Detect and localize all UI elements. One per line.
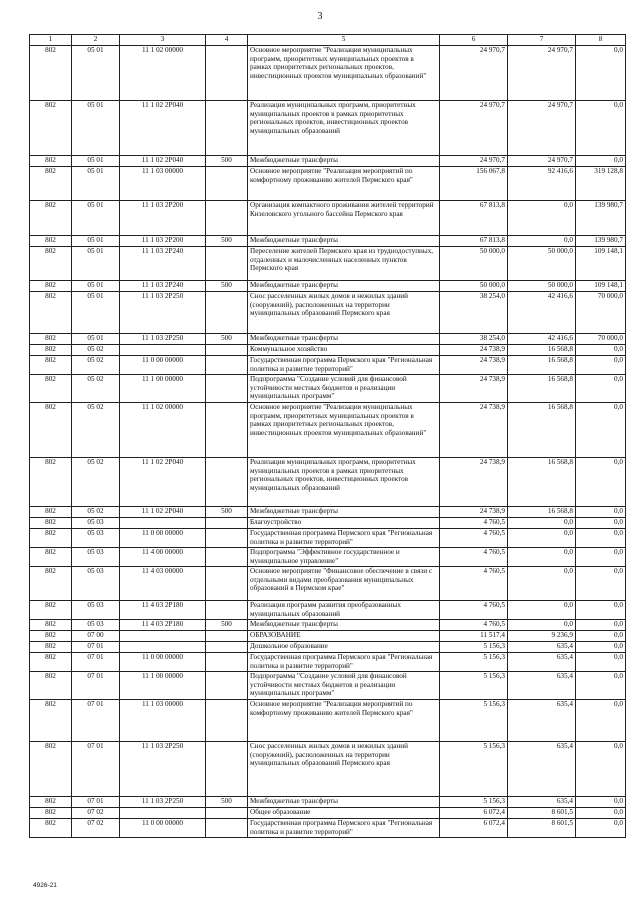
amount-col7-cell: 16 568,8: [508, 458, 576, 507]
section-code-cell: 05 01: [72, 46, 120, 101]
amount-col8-cell: 0,0: [576, 403, 626, 458]
amount-col8-cell: 0,0: [576, 529, 626, 548]
description-cell: Межбюджетные трансферты: [248, 334, 440, 345]
description-cell: Государственная программа Пермского края "Региональная политика и развитие территорий": [248, 819, 440, 838]
target-article-cell: 11 1 03 2P250: [120, 797, 206, 808]
target-article-cell: 11 4 03 00000: [120, 567, 206, 601]
amount-col6-cell: 38 254,0: [440, 334, 508, 345]
target-article-cell: 11 1 03 2P250: [120, 742, 206, 797]
column-number: 2: [72, 35, 120, 46]
section-code-cell: 05 01: [72, 247, 120, 281]
department-code-cell: 802: [30, 808, 72, 819]
amount-col7-cell: 635,4: [508, 642, 576, 653]
table-row: [30, 167, 626, 201]
page-number: 3: [317, 11, 323, 22]
section-code-cell: 05 01: [72, 156, 120, 167]
target-article-cell: 11 1 03 00000: [120, 167, 206, 201]
amount-col6-cell: 24 738,9: [440, 345, 508, 356]
amount-col7-cell: 24 970,7: [508, 156, 576, 167]
amount-col8-cell: 0,0: [576, 672, 626, 700]
amount-col7-cell: 0,0: [508, 601, 576, 620]
amount-col6-cell: 156 067,8: [440, 167, 508, 201]
section-code-cell: 07 01: [72, 742, 120, 797]
table-row: [30, 548, 626, 567]
amount-col7-cell: 50 000,0: [508, 281, 576, 292]
amount-col6-cell: 5 156,3: [440, 642, 508, 653]
description-cell: Основное мероприятие "Финансовое обеспечение в связи с отдельными видами преобразования муниципальных образований в Пермском крае": [248, 567, 440, 601]
expense-type-cell: 500: [206, 620, 248, 631]
description-cell: Межбюджетные трансферты: [248, 281, 440, 292]
amount-col8-cell: 0,0: [576, 642, 626, 653]
target-article-cell: 11 1 03 2P200: [120, 201, 206, 236]
description-cell: Снос расселенных жилых домов и нежилых зданий (сооружений), расположенных на территории муниципальных образований Пермского края: [248, 292, 440, 334]
amount-col6-cell: 50 000,0: [440, 247, 508, 281]
column-number: 1: [30, 35, 72, 46]
description-cell: Благоустройство: [248, 518, 440, 529]
department-code-cell: 802: [30, 672, 72, 700]
amount-col7-cell: 635,4: [508, 797, 576, 808]
expense-type-cell: [206, 672, 248, 700]
table-row: [30, 631, 626, 642]
expense-type-cell: [206, 518, 248, 529]
description-cell: Государственная программа Пермского края "Региональная политика и развитие территорий": [248, 529, 440, 548]
department-code-cell: 802: [30, 375, 72, 403]
amount-col7-cell: 8 601,5: [508, 808, 576, 819]
amount-col7-cell: 42 416,6: [508, 292, 576, 334]
amount-col7-cell: 9 236,9: [508, 631, 576, 642]
department-code-cell: 802: [30, 819, 72, 838]
description-cell: Подпрограмма "Создание условий для финансовой устойчивости местных бюджетов и реализации муниципальных программ": [248, 375, 440, 403]
column-number: 5: [248, 35, 440, 46]
column-number: 8: [576, 35, 626, 46]
amount-col7-cell: 635,4: [508, 653, 576, 672]
department-code-cell: 802: [30, 631, 72, 642]
table-row: [30, 700, 626, 742]
table-row: [30, 375, 626, 403]
section-code-cell: 05 02: [72, 375, 120, 403]
amount-col6-cell: 24 738,9: [440, 403, 508, 458]
amount-col8-cell: 109 148,1: [576, 247, 626, 281]
table-row: [30, 201, 626, 236]
amount-col6-cell: 11 517,4: [440, 631, 508, 642]
section-code-cell: 05 02: [72, 403, 120, 458]
department-code-cell: 802: [30, 281, 72, 292]
expense-type-cell: [206, 345, 248, 356]
amount-col6-cell: 6 072,4: [440, 808, 508, 819]
department-code-cell: 802: [30, 529, 72, 548]
amount-col8-cell: 0,0: [576, 631, 626, 642]
department-code-cell: 802: [30, 620, 72, 631]
expense-type-cell: [206, 201, 248, 236]
target-article-cell: 11 1 02 2P040: [120, 101, 206, 156]
amount-col7-cell: 635,4: [508, 672, 576, 700]
description-cell: Реализация муниципальных программ, приоритетных муниципальных проектов в рамках приоритетных региональных проектов, инвестиционных проектов муниципальных образований: [248, 458, 440, 507]
department-code-cell: 802: [30, 653, 72, 672]
expense-type-cell: [206, 101, 248, 156]
target-article-cell: 11 0 00 00000: [120, 356, 206, 375]
expense-type-cell: 500: [206, 236, 248, 247]
description-cell: Реализация программ развития преобразованных муниципальных образований: [248, 601, 440, 620]
section-code-cell: 07 02: [72, 808, 120, 819]
amount-col7-cell: 50 000,0: [508, 247, 576, 281]
target-article-cell: 11 1 03 2P250: [120, 334, 206, 345]
target-article-cell: [120, 642, 206, 653]
amount-col7-cell: 0,0: [508, 201, 576, 236]
column-number: 3: [120, 35, 206, 46]
section-code-cell: 05 03: [72, 601, 120, 620]
expense-type-cell: [206, 458, 248, 507]
amount-col6-cell: 4 760,5: [440, 620, 508, 631]
amount-col6-cell: 4 760,5: [440, 529, 508, 548]
amount-col8-cell: 109 148,1: [576, 281, 626, 292]
amount-col8-cell: 0,0: [576, 46, 626, 101]
table-row: [30, 601, 626, 620]
expense-type-cell: [206, 808, 248, 819]
table-row: [30, 458, 626, 507]
department-code-cell: 802: [30, 518, 72, 529]
target-article-cell: 11 1 02 2P040: [120, 458, 206, 507]
amount-col7-cell: 24 970,7: [508, 101, 576, 156]
expense-type-cell: [206, 292, 248, 334]
department-code-cell: 802: [30, 458, 72, 507]
expense-type-cell: [206, 819, 248, 838]
target-article-cell: 11 1 02 00000: [120, 403, 206, 458]
table-row: [30, 334, 626, 345]
department-code-cell: 802: [30, 345, 72, 356]
amount-col6-cell: 67 813,8: [440, 236, 508, 247]
target-article-cell: 11 1 03 2P250: [120, 292, 206, 334]
table-row: [30, 345, 626, 356]
amount-col6-cell: 4 760,5: [440, 601, 508, 620]
description-cell: Основное мероприятие "Реализация мероприятий по комфортному проживанию жителей Пермского края": [248, 700, 440, 742]
amount-col7-cell: 92 416,6: [508, 167, 576, 201]
amount-col7-cell: 16 568,8: [508, 507, 576, 518]
description-cell: Подпрограмма "Создание условий для финансовой устойчивости местных бюджетов и реализации муниципальных программ": [248, 672, 440, 700]
department-code-cell: 802: [30, 46, 72, 101]
section-code-cell: 07 01: [72, 797, 120, 808]
department-code-cell: 802: [30, 567, 72, 601]
description-cell: Государственная программа Пермского края "Региональная политика и развитие территорий": [248, 356, 440, 375]
amount-col8-cell: 0,0: [576, 375, 626, 403]
section-code-cell: 07 01: [72, 653, 120, 672]
expense-type-cell: [206, 403, 248, 458]
table-row: [30, 529, 626, 548]
amount-col6-cell: 5 156,3: [440, 700, 508, 742]
description-cell: Межбюджетные трансферты: [248, 620, 440, 631]
amount-col6-cell: 5 156,3: [440, 653, 508, 672]
amount-col6-cell: 67 813,8: [440, 201, 508, 236]
department-code-cell: 802: [30, 247, 72, 281]
expense-type-cell: 500: [206, 334, 248, 345]
expense-type-cell: [206, 567, 248, 601]
expense-type-cell: 500: [206, 156, 248, 167]
description-cell: Межбюджетные трансферты: [248, 156, 440, 167]
target-article-cell: 11 1 02 00000: [120, 46, 206, 101]
target-article-cell: 11 1 03 2P240: [120, 247, 206, 281]
expense-type-cell: [206, 247, 248, 281]
target-article-cell: 11 1 03 2P240: [120, 281, 206, 292]
footer-code: 4926-21: [33, 882, 57, 889]
target-article-cell: 11 1 02 2P040: [120, 156, 206, 167]
amount-col7-cell: 8 601,5: [508, 819, 576, 838]
department-code-cell: 802: [30, 356, 72, 375]
section-code-cell: 05 02: [72, 345, 120, 356]
target-article-cell: [120, 808, 206, 819]
section-code-cell: 05 02: [72, 356, 120, 375]
amount-col8-cell: 0,0: [576, 345, 626, 356]
expense-type-cell: [206, 642, 248, 653]
column-number: 4: [206, 35, 248, 46]
expense-type-cell: 500: [206, 797, 248, 808]
department-code-cell: 802: [30, 167, 72, 201]
amount-col7-cell: 42 416,6: [508, 334, 576, 345]
target-article-cell: 11 1 03 00000: [120, 700, 206, 742]
expense-type-cell: 500: [206, 507, 248, 518]
amount-col8-cell: 0,0: [576, 797, 626, 808]
section-code-cell: 05 03: [72, 548, 120, 567]
section-code-cell: 05 01: [72, 101, 120, 156]
table-row: [30, 356, 626, 375]
amount-col8-cell: 0,0: [576, 819, 626, 838]
department-code-cell: 802: [30, 797, 72, 808]
department-code-cell: 802: [30, 507, 72, 518]
section-code-cell: 05 01: [72, 236, 120, 247]
amount-col8-cell: 0,0: [576, 101, 626, 156]
table-row: [30, 819, 626, 838]
section-code-cell: 07 01: [72, 642, 120, 653]
description-cell: Снос расселенных жилых домов и нежилых зданий (сооружений), расположенных на территории муниципальных образований Пермского края: [248, 742, 440, 797]
amount-col7-cell: 0,0: [508, 548, 576, 567]
department-code-cell: 802: [30, 201, 72, 236]
section-code-cell: 05 01: [72, 281, 120, 292]
target-article-cell: 11 1 00 00000: [120, 375, 206, 403]
amount-col8-cell: 0,0: [576, 548, 626, 567]
table-row: [30, 507, 626, 518]
amount-col6-cell: 6 072,4: [440, 819, 508, 838]
table-row: [30, 292, 626, 334]
table-row: [30, 653, 626, 672]
amount-col8-cell: 0,0: [576, 567, 626, 601]
table-row: [30, 808, 626, 819]
column-number: 7: [508, 35, 576, 46]
table-row: [30, 281, 626, 292]
target-article-cell: 11 1 00 00000: [120, 672, 206, 700]
department-code-cell: 802: [30, 403, 72, 458]
amount-col8-cell: 0,0: [576, 808, 626, 819]
amount-col6-cell: 4 760,5: [440, 548, 508, 567]
section-code-cell: 05 02: [72, 458, 120, 507]
department-code-cell: 802: [30, 236, 72, 247]
expense-type-cell: [206, 700, 248, 742]
section-code-cell: 05 03: [72, 529, 120, 548]
department-code-cell: 802: [30, 548, 72, 567]
description-cell: Основное мероприятие "Реализация муниципальных программ, приоритетных муниципальных проектов в рамках приоритетных региональных проектов, инвестиционных проектов муниципальных образований": [248, 46, 440, 101]
section-code-cell: 05 03: [72, 567, 120, 601]
section-code-cell: 05 01: [72, 292, 120, 334]
expense-type-cell: [206, 46, 248, 101]
amount-col7-cell: 24 970,7: [508, 46, 576, 101]
amount-col8-cell: 0,0: [576, 507, 626, 518]
table-row: [30, 742, 626, 797]
table-row: [30, 620, 626, 631]
table-row: [30, 247, 626, 281]
amount-col8-cell: 70 000,0: [576, 334, 626, 345]
table-row: [30, 518, 626, 529]
section-code-cell: 05 01: [72, 201, 120, 236]
target-article-cell: [120, 345, 206, 356]
amount-col8-cell: 0,0: [576, 601, 626, 620]
target-article-cell: 11 0 00 00000: [120, 529, 206, 548]
amount-col7-cell: 16 568,8: [508, 345, 576, 356]
target-article-cell: 11 0 00 00000: [120, 819, 206, 838]
department-code-cell: 802: [30, 101, 72, 156]
description-cell: Дошкольное образование: [248, 642, 440, 653]
amount-col7-cell: 0,0: [508, 567, 576, 601]
description-cell: Коммунальное хозяйство: [248, 345, 440, 356]
expense-type-cell: 500: [206, 281, 248, 292]
amount-col8-cell: 70 000,0: [576, 292, 626, 334]
description-cell: Межбюджетные трансферты: [248, 797, 440, 808]
amount-col8-cell: 0,0: [576, 620, 626, 631]
section-code-cell: 07 02: [72, 819, 120, 838]
amount-col7-cell: 16 568,8: [508, 356, 576, 375]
department-code-cell: 802: [30, 742, 72, 797]
table-row: [30, 46, 626, 101]
amount-col8-cell: 0,0: [576, 156, 626, 167]
amount-col6-cell: 38 254,0: [440, 292, 508, 334]
amount-col7-cell: 16 568,8: [508, 403, 576, 458]
target-article-cell: [120, 631, 206, 642]
description-cell: Основное мероприятие "Реализация мероприятий по комфортному проживанию жителей Пермского края": [248, 167, 440, 201]
department-code-cell: 802: [30, 700, 72, 742]
department-code-cell: 802: [30, 601, 72, 620]
expense-type-cell: [206, 742, 248, 797]
description-cell: Реализация муниципальных программ, приоритетных муниципальных проектов в рамках приоритетных региональных проектов, инвестиционных проектов муниципальных образований: [248, 101, 440, 156]
description-cell: Межбюджетные трансферты: [248, 236, 440, 247]
amount-col6-cell: 24 970,7: [440, 101, 508, 156]
target-article-cell: 11 4 03 2P180: [120, 601, 206, 620]
amount-col7-cell: 0,0: [508, 518, 576, 529]
table-body: [30, 46, 626, 838]
expense-type-cell: [206, 653, 248, 672]
section-code-cell: 05 03: [72, 518, 120, 529]
expense-type-cell: [206, 375, 248, 403]
amount-col8-cell: 139 980,7: [576, 236, 626, 247]
amount-col7-cell: 0,0: [508, 236, 576, 247]
expense-type-cell: [206, 548, 248, 567]
expense-type-cell: [206, 631, 248, 642]
amount-col7-cell: 0,0: [508, 620, 576, 631]
budget-table: [29, 34, 626, 838]
amount-col7-cell: 16 568,8: [508, 375, 576, 403]
description-cell: Подпрограмма "Эффективное государственное и муниципальное управление": [248, 548, 440, 567]
table-row: [30, 156, 626, 167]
table-row: [30, 101, 626, 156]
amount-col6-cell: 5 156,3: [440, 672, 508, 700]
amount-col6-cell: 24 738,9: [440, 356, 508, 375]
description-cell: Переселение жителей Пермского края из труднодоступных, отдаленных и малочисленных населенных пунктов Пермского края: [248, 247, 440, 281]
target-article-cell: 11 4 03 2P180: [120, 620, 206, 631]
target-article-cell: [120, 518, 206, 529]
amount-col8-cell: 0,0: [576, 518, 626, 529]
amount-col6-cell: 5 156,3: [440, 742, 508, 797]
amount-col8-cell: 0,0: [576, 742, 626, 797]
target-article-cell: 11 0 00 00000: [120, 653, 206, 672]
amount-col7-cell: 0,0: [508, 529, 576, 548]
amount-col8-cell: 0,0: [576, 458, 626, 507]
amount-col6-cell: 50 000,0: [440, 281, 508, 292]
table-row: [30, 672, 626, 700]
amount-col6-cell: 5 156,3: [440, 797, 508, 808]
target-article-cell: 11 4 00 00000: [120, 548, 206, 567]
section-code-cell: 05 03: [72, 620, 120, 631]
amount-col6-cell: 24 738,9: [440, 507, 508, 518]
description-cell: ОБРАЗОВАНИЕ: [248, 631, 440, 642]
amount-col8-cell: 0,0: [576, 653, 626, 672]
column-number-row: [30, 35, 626, 46]
amount-col8-cell: 139 980,7: [576, 201, 626, 236]
expense-type-cell: [206, 356, 248, 375]
amount-col6-cell: 24 738,9: [440, 458, 508, 507]
amount-col6-cell: 24 970,7: [440, 46, 508, 101]
table-row: [30, 567, 626, 601]
section-code-cell: 05 02: [72, 507, 120, 518]
expense-type-cell: [206, 529, 248, 548]
amount-col7-cell: 635,4: [508, 700, 576, 742]
section-code-cell: 07 00: [72, 631, 120, 642]
amount-col8-cell: 0,0: [576, 700, 626, 742]
description-cell: Общее образование: [248, 808, 440, 819]
table-row: [30, 236, 626, 247]
amount-col6-cell: 4 760,5: [440, 567, 508, 601]
column-number: 6: [440, 35, 508, 46]
section-code-cell: 07 01: [72, 672, 120, 700]
amount-col8-cell: 319 128,8: [576, 167, 626, 201]
department-code-cell: 802: [30, 642, 72, 653]
target-article-cell: 11 1 02 2P040: [120, 507, 206, 518]
amount-col6-cell: 24 970,7: [440, 156, 508, 167]
table-row: [30, 642, 626, 653]
section-code-cell: 05 01: [72, 334, 120, 345]
table-row: [30, 797, 626, 808]
department-code-cell: 802: [30, 334, 72, 345]
description-cell: Межбюджетные трансферты: [248, 507, 440, 518]
target-article-cell: 11 1 03 2P200: [120, 236, 206, 247]
amount-col7-cell: 635,4: [508, 742, 576, 797]
description-cell: Основное мероприятие "Реализация муниципальных программ, приоритетных муниципальных проектов в рамках приоритетных региональных проектов, инвестиционных проектов муниципальных образований": [248, 403, 440, 458]
department-code-cell: 802: [30, 292, 72, 334]
department-code-cell: 802: [30, 156, 72, 167]
amount-col6-cell: 24 738,9: [440, 375, 508, 403]
description-cell: Организация компактного проживания жителей территорий Кизеловского угольного бассейна Пермского края: [248, 201, 440, 236]
expense-type-cell: [206, 167, 248, 201]
description-cell: Государственная программа Пермского края "Региональная политика и развитие территорий": [248, 653, 440, 672]
expense-type-cell: [206, 601, 248, 620]
amount-col8-cell: 0,0: [576, 356, 626, 375]
section-code-cell: 07 01: [72, 700, 120, 742]
table-row: [30, 403, 626, 458]
section-code-cell: 05 01: [72, 167, 120, 201]
amount-col6-cell: 4 760,5: [440, 518, 508, 529]
